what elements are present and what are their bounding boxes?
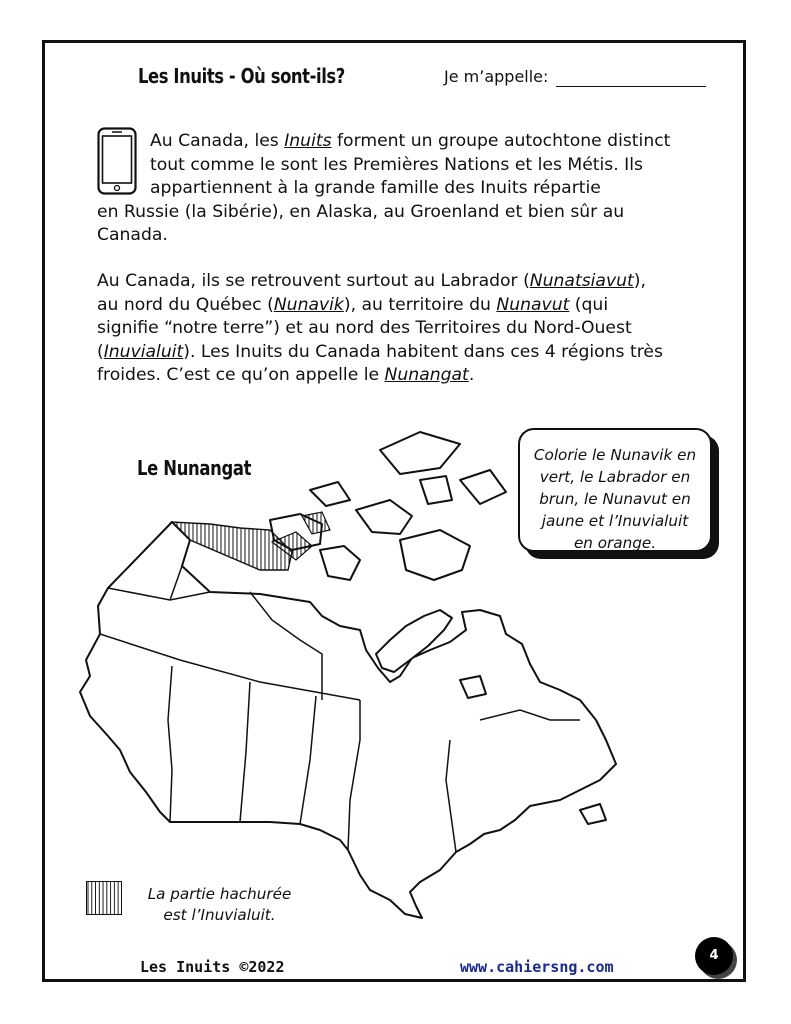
island-6 [460,470,506,504]
instruction-bubble [518,428,720,560]
island-4 [400,530,470,580]
nunavut-term: Nunavut [496,294,570,315]
name-line [556,86,706,87]
footer-url[interactable]: www.cahiersng.com [460,958,614,976]
intro-paragraph: Au Canada, les Inuits forment un groupe autochtone distinct tout comme le sont les Premières Nations et les Métis. Ils appartiennent à la grande famille des Inuits répartie en Russie (la Sibérie), en Alaska, au Groenland et bien sûr au Canada. [97,131,671,245]
name-label: Je m’appelle: [444,67,549,86]
map-title: Le Nunangat [137,456,252,480]
legend-text: La partie hachurée est l’Inuvialuit. [147,885,292,924]
inuvialuit-term: Inuvialuit [103,341,184,362]
island-3 [356,500,412,534]
nunatsiavut-term: Nunatsiavut [529,271,634,291]
nunangat-term: Nunangat [384,365,469,385]
island-8 [310,482,350,506]
island-2 [320,546,360,580]
footer-copyright: Les Inuits ©2022 [140,958,285,976]
island-7 [420,476,452,504]
instruction-text: Colorie le Nunavik en vert, le Labrador en brun, le Nunavut en jaune et l’Inuvialuit en orange. [533,446,697,552]
nunavik-term: Nunavik [273,294,344,315]
island-5 [380,432,460,474]
mainland-outline [80,522,616,918]
page-number: 4 [695,937,733,975]
inuits-term: Inuits [284,131,332,151]
island-10 [580,804,606,824]
page-title: Les Inuits - Où sont-ils? [138,64,345,88]
hatch-swatch [86,881,122,915]
regions-paragraph: Au Canada, ils se retrouvent surtout au Labrador (Nunatsiavut), au nord du Québec (Nunavik), au territoire du Nunavut (qui signifie “notre terre”) et au nord des Territoires du Nord-Ouest (Inuvialuit). Les Inuits du Canada habitent dans ces 4 régions très froides. C’est ce qu’on appelle le Nunangat. [97,271,663,385]
